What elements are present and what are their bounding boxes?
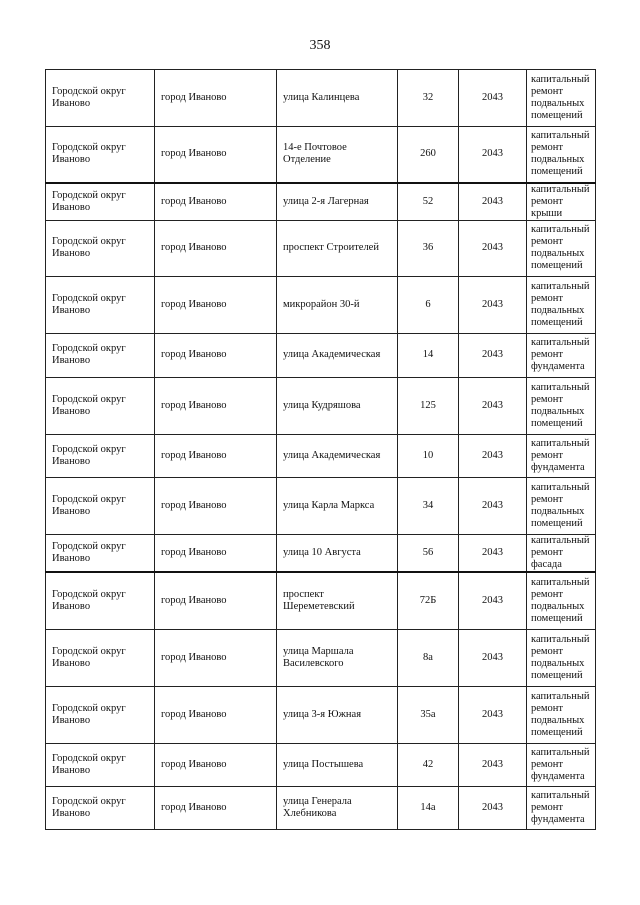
street-cell: улица Постышева	[277, 744, 398, 787]
work-type-cell: капитальный ремонт фасада	[527, 534, 596, 572]
year-cell: 2043	[459, 572, 527, 630]
settlement-cell: город Иваново	[155, 70, 277, 127]
municipality-cell: Городской округ Иваново	[46, 744, 155, 787]
house-number-cell: 72Б	[398, 572, 459, 630]
work-type-cell: капитальный ремонт крыши	[527, 183, 596, 221]
work-type-cell: капитальный ремонт фундамента	[527, 434, 596, 477]
table-row	[46, 377, 596, 434]
house-number-cell: 125	[398, 377, 459, 434]
year-cell: 2043	[459, 127, 527, 183]
municipality-cell: Городской округ Иваново	[46, 534, 155, 572]
settlement-cell: город Иваново	[155, 787, 277, 830]
work-type-cell: капитальный ремонт фундамента	[527, 333, 596, 377]
municipality-cell: Городской округ Иваново	[46, 630, 155, 687]
house-number-cell: 52	[398, 183, 459, 221]
municipality-cell: Городской округ Иваново	[46, 434, 155, 477]
settlement-cell: город Иваново	[155, 744, 277, 787]
table-row	[46, 787, 596, 830]
municipality-cell: Городской округ Иваново	[46, 787, 155, 830]
work-type-cell: капитальный ремонт подвальных помещений	[527, 572, 596, 630]
settlement-cell: город Иваново	[155, 477, 277, 534]
work-type-cell: капитальный ремонт фундамента	[527, 744, 596, 787]
municipality-cell: Городской округ Иваново	[46, 572, 155, 630]
table-row	[46, 687, 596, 744]
year-cell: 2043	[459, 333, 527, 377]
settlement-cell: город Иваново	[155, 333, 277, 377]
year-cell: 2043	[459, 477, 527, 534]
table-row	[46, 434, 596, 477]
municipality-cell: Городской округ Иваново	[46, 70, 155, 127]
table-row	[46, 534, 596, 572]
table-row	[46, 630, 596, 687]
settlement-cell: город Иваново	[155, 572, 277, 630]
municipality-cell: Городской округ Иваново	[46, 276, 155, 333]
page-number: 358	[309, 38, 331, 53]
house-number-cell: 32	[398, 70, 459, 127]
municipality-cell: Городской округ Иваново	[46, 127, 155, 183]
house-number-cell: 34	[398, 477, 459, 534]
street-cell: улица Академическая	[277, 333, 398, 377]
municipality-cell: Городской округ Иваново	[46, 183, 155, 221]
work-type-cell: капитальный ремонт подвальных помещений	[527, 70, 596, 127]
house-number-cell: 260	[398, 127, 459, 183]
street-cell: улица Кудряшова	[277, 377, 398, 434]
settlement-cell: город Иваново	[155, 534, 277, 572]
year-cell: 2043	[459, 377, 527, 434]
street-cell: улица Карла Маркса	[277, 477, 398, 534]
work-type-cell: капитальный ремонт подвальных помещений	[527, 687, 596, 744]
street-cell: улица 3-я Южная	[277, 687, 398, 744]
house-number-cell: 6	[398, 276, 459, 333]
table-row	[46, 183, 596, 221]
work-type-cell: капитальный ремонт подвальных помещений	[527, 220, 596, 276]
house-number-cell: 42	[398, 744, 459, 787]
municipality-cell: Городской округ Иваново	[46, 687, 155, 744]
table-row	[46, 333, 596, 377]
repair-schedule-table	[45, 69, 596, 830]
table-row	[46, 572, 596, 630]
street-cell: улица 10 Августа	[277, 534, 398, 572]
house-number-cell: 56	[398, 534, 459, 572]
municipality-cell: Городской округ Иваново	[46, 377, 155, 434]
table-row	[46, 70, 596, 127]
street-cell: микрорайон 30-й	[277, 276, 398, 333]
table-row	[46, 744, 596, 787]
house-number-cell: 14	[398, 333, 459, 377]
house-number-cell: 36	[398, 220, 459, 276]
settlement-cell: город Иваново	[155, 183, 277, 221]
settlement-cell: город Иваново	[155, 687, 277, 744]
table-row	[46, 220, 596, 276]
municipality-cell: Городской округ Иваново	[46, 220, 155, 276]
year-cell: 2043	[459, 687, 527, 744]
year-cell: 2043	[459, 70, 527, 127]
year-cell: 2043	[459, 787, 527, 830]
settlement-cell: город Иваново	[155, 377, 277, 434]
year-cell: 2043	[459, 744, 527, 787]
work-type-cell: капитальный ремонт подвальных помещений	[527, 127, 596, 183]
year-cell: 2043	[459, 276, 527, 333]
year-cell: 2043	[459, 183, 527, 221]
house-number-cell: 14а	[398, 787, 459, 830]
work-type-cell: капитальный ремонт подвальных помещений	[527, 276, 596, 333]
year-cell: 2043	[459, 630, 527, 687]
house-number-cell: 10	[398, 434, 459, 477]
street-cell: улица Генерала Хлебникова	[277, 787, 398, 830]
table-row	[46, 276, 596, 333]
municipality-cell: Городской округ Иваново	[46, 477, 155, 534]
settlement-cell: город Иваново	[155, 434, 277, 477]
house-number-cell: 35а	[398, 687, 459, 744]
year-cell: 2043	[459, 434, 527, 477]
work-type-cell: капитальный ремонт подвальных помещений	[527, 377, 596, 434]
year-cell: 2043	[459, 534, 527, 572]
work-type-cell: капитальный ремонт подвальных помещений	[527, 477, 596, 534]
street-cell: 14-е Почтовое Отделение	[277, 127, 398, 183]
table-row	[46, 127, 596, 183]
street-cell: улица 2-я Лагерная	[277, 183, 398, 221]
settlement-cell: город Иваново	[155, 630, 277, 687]
work-type-cell: капитальный ремонт подвальных помещений	[527, 630, 596, 687]
year-cell: 2043	[459, 220, 527, 276]
street-cell: проспект Шереметевский	[277, 572, 398, 630]
table-row	[46, 477, 596, 534]
street-cell: улица Маршала Василевского	[277, 630, 398, 687]
settlement-cell: город Иваново	[155, 127, 277, 183]
municipality-cell: Городской округ Иваново	[46, 333, 155, 377]
work-type-cell: капитальный ремонт фундамента	[527, 787, 596, 830]
street-cell: улица Калинцева	[277, 70, 398, 127]
settlement-cell: город Иваново	[155, 220, 277, 276]
house-number-cell: 8а	[398, 630, 459, 687]
settlement-cell: город Иваново	[155, 276, 277, 333]
street-cell: проспект Строителей	[277, 220, 398, 276]
street-cell: улица Академическая	[277, 434, 398, 477]
